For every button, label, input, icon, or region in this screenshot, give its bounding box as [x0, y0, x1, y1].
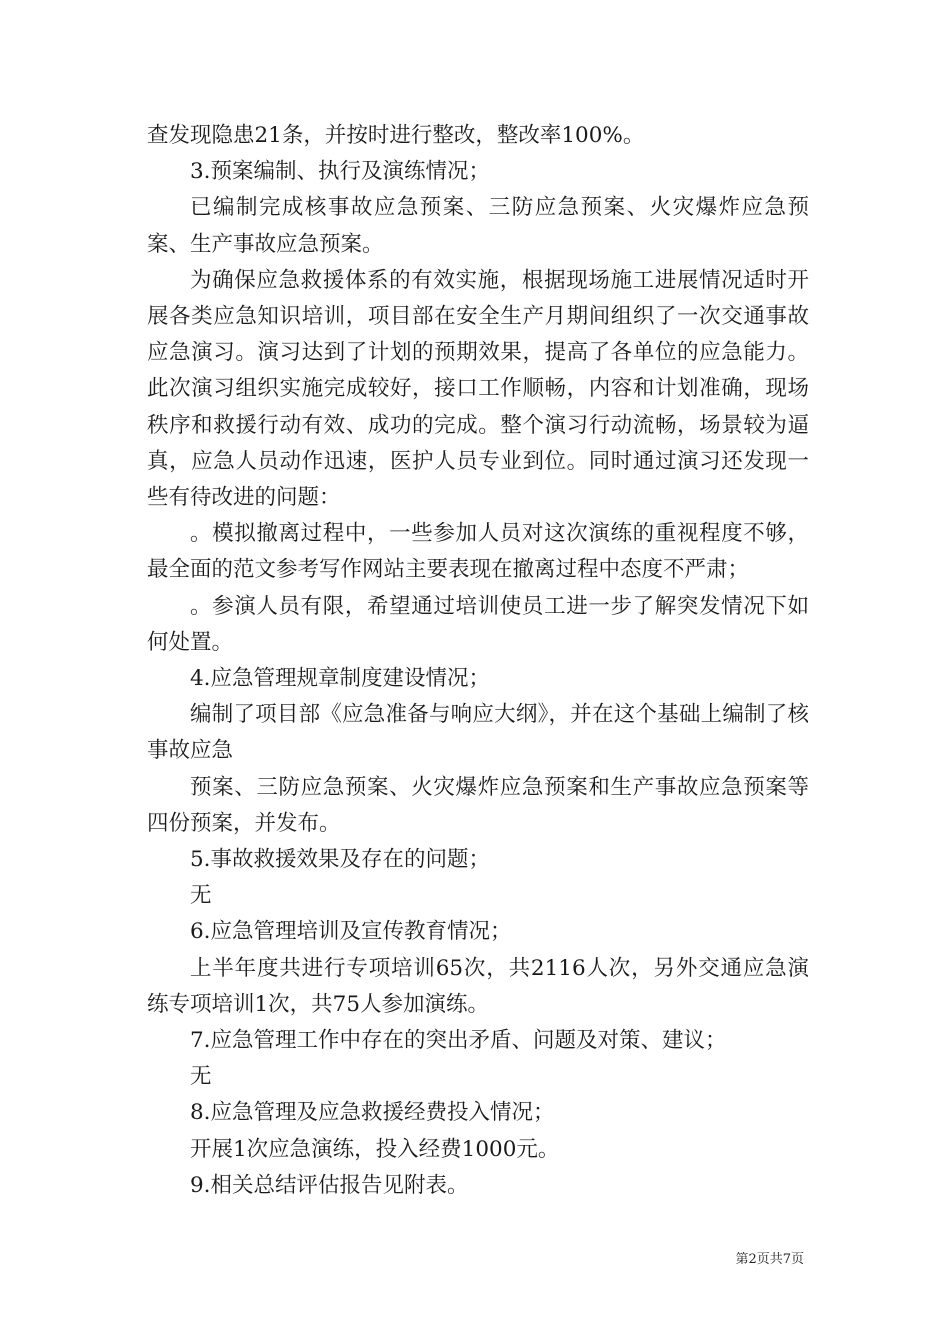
paragraph: 无	[190, 1064, 212, 1090]
paragraph: 无	[190, 883, 212, 909]
paragraph: 6.应急管理培训及宣传教育情况；	[190, 919, 512, 945]
paragraph: 。参演人员有限，希望通过培训使员工进一步了解突发情况下如何处置。	[147, 593, 809, 655]
paragraph: 已编制完成核事故应急预案、三防应急预案、火灾爆炸应急预案、生产事故应急预案。	[147, 195, 809, 257]
page-number-footer: 第2页共7页	[735, 1252, 804, 1267]
paragraph: 开展1次应急演练，投入经费1000元。	[190, 1136, 560, 1162]
paragraph: 9.相关总结评估报告见附表。	[190, 1172, 469, 1198]
paragraph: 4.应急管理规章制度建设情况；	[190, 666, 491, 692]
paragraph: 3.预案编制、执行及演练情况；	[190, 159, 491, 185]
paragraph: 预案、三防应急预案、火灾爆炸应急预案和生产事故应急预案等四份预案，并发布。	[147, 774, 809, 836]
paragraph: 。模拟撤离过程中，一些参加人员对这次演练的重视程度不够，最全面的范文参考写作网站主要表现在撤离过程中态度不严肃；	[147, 521, 809, 583]
paragraph: 编制了项目部《应急准备与响应大纲》，并在这个基础上编制了核事故应急	[147, 702, 809, 764]
paragraph: 查发现隐患21条，并按时进行整改，整改率100%。	[147, 123, 645, 148]
paragraph: 8.应急管理及应急救援经费投入情况；	[190, 1100, 555, 1126]
paragraph: 5.事故救援效果及存在的问题；	[190, 847, 491, 873]
document-body	[147, 118, 809, 1204]
paragraph: 7.应急管理工作中存在的突出矛盾、问题及对策、建议；	[190, 1028, 727, 1054]
paragraph: 为确保应急救援体系的有效实施，根据现场施工进展情况适时开展各类应急知识培训，项目部在安全生产月期间组织了一次交通事故应急演习。演习达到了计划的预期效果，提高了各单位的应急能力。此次演习组织实施完成较好，接口工作顺畅，内容和计划准确，现场秩序和救援行动有效、成功的完成。整个演习行动流畅，场景较为逼真，应急人员动作迅速，医护人员专业到位。同时通过演习还发现一些有待改进的问题：	[147, 267, 809, 511]
paragraph: 上半年度共进行专项培训65次，共2116人次，另外交通应急演练专项培训1次，共75人参加演练。	[147, 955, 809, 1017]
